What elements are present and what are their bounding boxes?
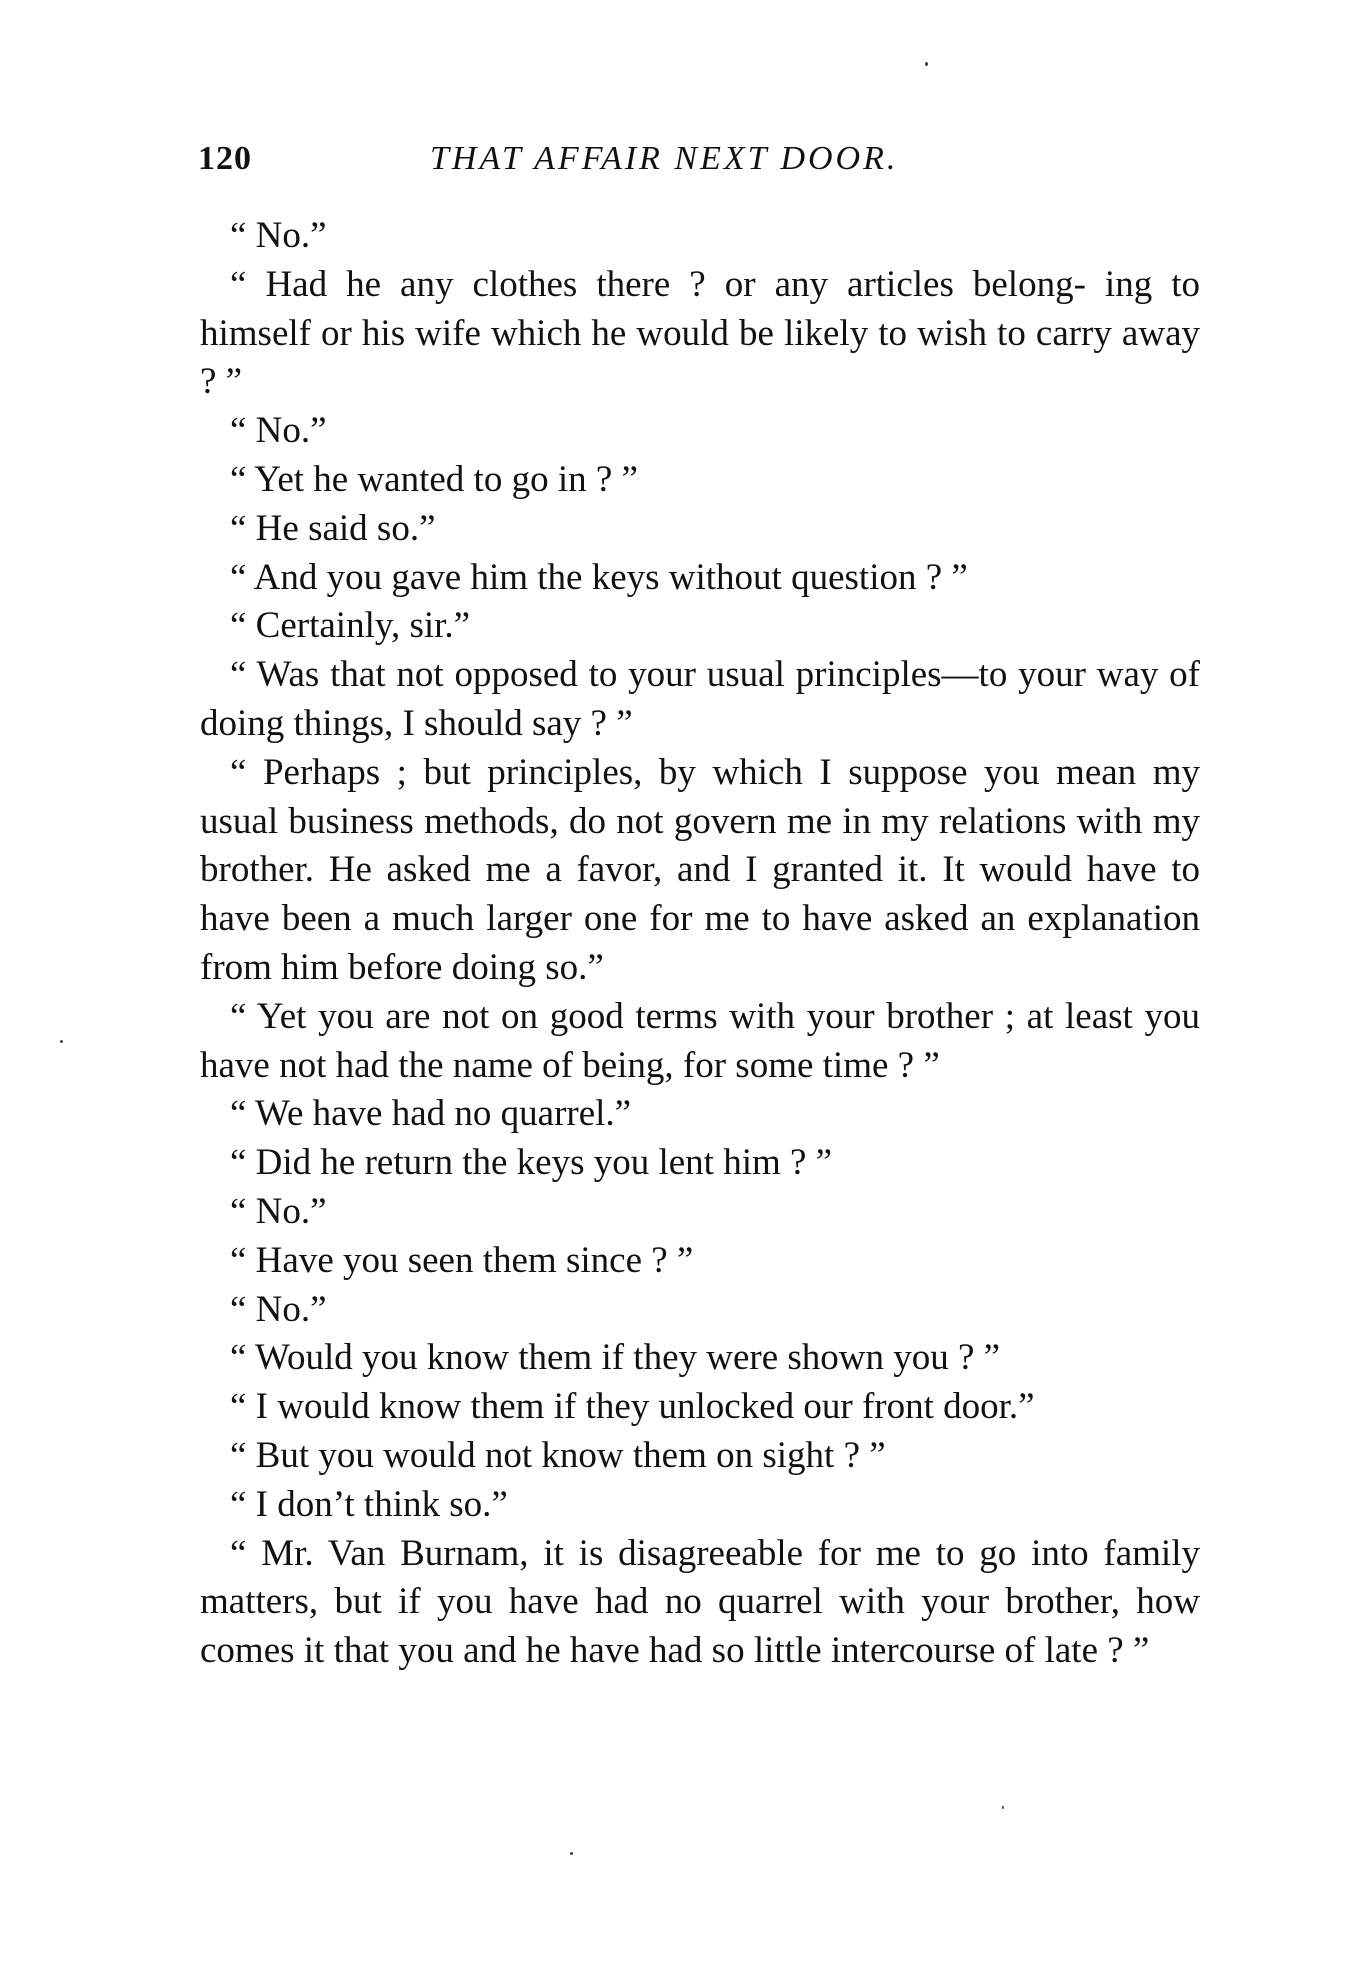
paragraph: “ Mr. Van Burnam, it is disagreeable for me to go into family matters, but if you have had no quarrel with your brother, how comes it that you and he have had so little intercourse of late ? ” [200,1532,1200,1672]
page-number: 120 [198,140,252,177]
paragraph: “ Did he return the keys you lent him ? ” [230,1142,833,1184]
paragraph: “ No.” [230,410,327,452]
paragraph: “ Would you know them if they were shown you ? ” [230,1337,1001,1379]
paragraph: “ Was that not opposed to your usual principles—to your way of doing things, I should say ? ” [200,654,1200,744]
paragraph: “ Have you seen them since ? ” [230,1239,694,1281]
paragraph: “ I don’t think so.” [230,1483,508,1525]
page-header [198,140,1208,190]
paragraph: “ Perhaps ; but principles, by which I suppose you mean my usual business methods, do not govern me in my relations with my brother. He asked me a favor, and I granted it. It would have to have been a much larger one for me to have asked an explanation from him before doing so.” [200,751,1200,988]
running-title: THAT AFFAIR NEXT DOOR. [430,140,899,177]
paragraph: “ Yet he wanted to go in ? ” [230,458,638,500]
body-text [200,212,1200,1676]
paragraph: “ And you gave him the keys without question ? ” [230,556,968,598]
paragraph: “ I would know them if they unlocked our front door.” [230,1386,1035,1428]
paragraph: “ He said so.” [230,507,436,549]
paragraph: “ No.” [230,215,327,256]
paragraph: “ We have had no quarrel.” [230,1093,632,1135]
paragraph: “ No.” [230,1288,327,1330]
scan-speck [925,62,928,66]
scan-speck [570,1852,573,1855]
paragraph: “ No.” [230,1190,327,1232]
paragraph: “ Had he any clothes there ? or any articles belong- ing to himself or his wife which he would be likely to wish to carry away ? ” [200,263,1200,403]
paragraph: “ But you would not know them on sight ? ” [230,1434,886,1476]
scan-speck [60,1040,63,1043]
paragraph: “ Yet you are not on good terms with your brother ; at least you have not had the name of being, for some time ? ” [200,995,1200,1086]
paragraph: “ Certainly, sir.” [230,605,471,647]
scan-speck [1002,1806,1004,1809]
